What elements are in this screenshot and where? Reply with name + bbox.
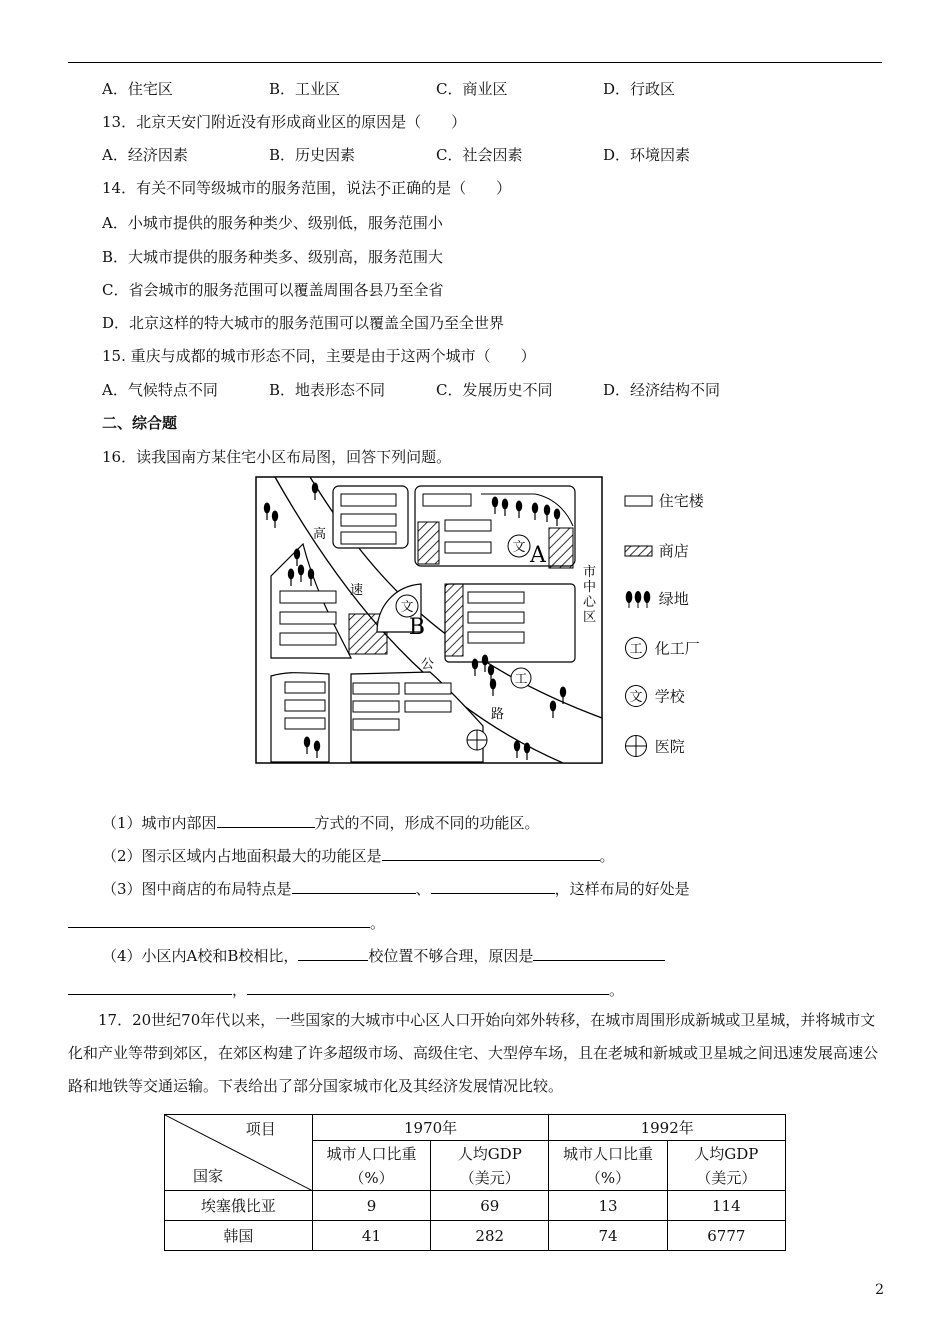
q16-sub1-tail: 方式的不同，形成不同的功能区。 <box>314 814 540 832</box>
value-cell: 6777 <box>667 1221 785 1251</box>
shop <box>549 528 573 568</box>
q16-sub4-end: 。 <box>609 981 625 999</box>
value-cell: 69 <box>431 1191 549 1221</box>
value-cell: 13 <box>549 1191 667 1221</box>
school-a-symbol: 文 <box>512 540 526 555</box>
shop <box>445 584 463 656</box>
factory-symbol: 工 <box>629 642 643 657</box>
residential-icon <box>624 494 654 508</box>
answer-blank[interactable] <box>68 980 232 995</box>
subheader-main: 城市人口比重 <box>326 1144 417 1163</box>
value-cell: 9 <box>312 1191 430 1221</box>
road-label-char: 路 <box>491 707 505 722</box>
road-label-char: 公 <box>421 657 435 672</box>
residential-building <box>353 683 399 694</box>
q14-emphasis: 不 <box>376 179 392 197</box>
school-a-label: A <box>530 543 546 568</box>
q16-sub2-text: （2）图示区域内占地面积最大的功能区是 <box>102 847 382 865</box>
road-label-char: 速 <box>350 583 364 598</box>
value-cell: 114 <box>667 1191 785 1221</box>
q14-option-b: B．大城市提供的服务种类多、级别高，服务范围大 <box>102 248 444 266</box>
legend-factory: 工 化工厂 <box>624 636 700 660</box>
legend-hospital: 医院 <box>624 734 685 758</box>
residential-building <box>405 683 451 694</box>
legend-shop: 商店 <box>624 540 689 561</box>
answer-blank[interactable] <box>68 913 370 928</box>
table-row <box>165 1221 786 1251</box>
legend-residential: 住宅楼 <box>624 490 704 511</box>
residential-layout-map <box>255 476 605 766</box>
q15-option-a: A．气候特点不同 <box>102 381 218 399</box>
legend-school: 文 学校 <box>624 684 685 708</box>
q16-sub3-cont <box>68 912 385 933</box>
school-symbol: 文 <box>629 690 643 705</box>
table-row <box>165 1191 786 1221</box>
answer-blank[interactable] <box>298 946 368 961</box>
subheader-cell <box>431 1141 549 1191</box>
residential-building <box>280 633 336 645</box>
hospital-icon <box>624 734 650 758</box>
q16-sub2-tail: 。 <box>599 847 615 865</box>
value-cell: 282 <box>431 1221 549 1251</box>
residential-building <box>445 520 491 531</box>
urbanization-table <box>164 1114 786 1251</box>
year-header: 1992年 <box>549 1115 786 1141</box>
city-center-char: 中 <box>583 580 597 595</box>
q15-option-c: C．发展历史不同 <box>436 381 553 399</box>
city-center-char: 市 <box>583 565 597 580</box>
q12-option-d: D．行政区 <box>603 80 676 98</box>
answer-blank[interactable] <box>382 846 600 861</box>
subheader-unit: （美元） <box>459 1168 520 1187</box>
q16-sub2 <box>102 845 615 866</box>
corner-bottom-label: 国家 <box>193 1167 224 1185</box>
q13-option-d: D．环境因素 <box>603 146 691 164</box>
residential-building <box>280 591 336 603</box>
subheader-unit: （%） <box>585 1168 631 1187</box>
year-header: 1970年 <box>312 1115 549 1141</box>
residential-building <box>285 718 325 729</box>
greenland-icon <box>624 589 654 609</box>
q13-option-c: C．社会因素 <box>436 146 523 164</box>
country-cell: 埃塞俄比亚 <box>165 1191 313 1221</box>
subheader-cell <box>667 1141 785 1191</box>
residential-building <box>353 701 399 712</box>
q16-sub3-sep: 、 <box>415 880 431 898</box>
q15-option-b: B．地表形态不同 <box>269 381 386 399</box>
residential-building <box>405 701 451 712</box>
q16-sub1-text: （1）城市内部因 <box>102 814 217 832</box>
q16-sub1 <box>102 812 540 833</box>
q15-stem: 15. 重庆与成都的城市形态不同，主要是由于这两个城市（ ） <box>102 347 536 365</box>
q12-option-a: A．住宅区 <box>102 80 173 98</box>
q12-option-b: B．工业区 <box>269 80 341 98</box>
header-rule <box>68 62 882 63</box>
q13-option-a: A．经济因素 <box>102 146 188 164</box>
country-cell: 韩国 <box>165 1221 313 1251</box>
q14-option-a: A．小城市提供的服务种类少、级别低，服务范围小 <box>102 214 443 232</box>
q16-sub3-mid: ，这样布局的好处是 <box>554 880 690 898</box>
shop <box>418 522 439 564</box>
road-label-char: 高 <box>313 527 327 542</box>
q13-option-b: B．历史因素 <box>269 146 356 164</box>
subheader-cell <box>549 1141 667 1191</box>
q16-sub4-sep: ， <box>232 981 248 999</box>
residential-building <box>341 532 396 544</box>
q15-option-d: D．经济结构不同 <box>603 381 721 399</box>
factory-symbol: 工 <box>514 672 528 687</box>
q16-sub4 <box>102 945 665 966</box>
school-b-label: B <box>408 615 426 640</box>
q16-sub4-text: （4）小区内A校和B校相比， <box>102 947 299 965</box>
city-center-char: 心 <box>583 595 597 610</box>
q16-sub3-end: 。 <box>370 914 386 932</box>
page-number: 2 <box>875 1282 884 1298</box>
section-title: 二、综合题 <box>102 414 178 432</box>
residential-building <box>445 542 491 553</box>
answer-blank[interactable] <box>217 813 315 828</box>
subheader-main: 城市人口比重 <box>563 1144 654 1163</box>
q13-stem: 13．北京天安门附近没有形成商业区的原因是（ ） <box>102 113 467 131</box>
subheader-unit: （%） <box>349 1168 394 1187</box>
answer-blank[interactable] <box>247 980 609 995</box>
subheader-unit: （美元） <box>696 1168 757 1187</box>
school-icon <box>624 684 650 708</box>
residential-building <box>341 514 396 526</box>
city-center-char: 区 <box>583 610 597 625</box>
value-cell: 74 <box>549 1221 667 1251</box>
residential-building <box>468 632 524 643</box>
q14-stem-tail: 正确的是（ ） <box>391 179 512 197</box>
subheader-main: 人均GDP <box>457 1144 522 1163</box>
q14-option-d: D．北京这样的特大城市的服务范围可以覆盖全国乃至全世界 <box>102 314 505 332</box>
shop-icon <box>624 544 654 558</box>
value-cell: 41 <box>312 1221 430 1251</box>
q16-stem: 16．读我国南方某住宅小区布局图，回答下列问题。 <box>102 448 452 466</box>
q16-sub3 <box>102 878 690 899</box>
answer-blank[interactable] <box>533 946 665 961</box>
residential-building <box>353 719 399 730</box>
residential-building <box>423 494 471 506</box>
corner-cell <box>165 1115 313 1191</box>
q12-option-c: C．商业区 <box>436 80 508 98</box>
legend-greenland: 绿地 <box>624 588 689 609</box>
answer-blank[interactable] <box>431 879 555 894</box>
residential-building <box>468 612 524 623</box>
residential-building <box>285 700 325 711</box>
corner-top-label: 项目 <box>245 1120 276 1138</box>
factory-icon <box>624 636 650 660</box>
q14-stem <box>102 177 511 198</box>
residential-building <box>280 612 336 624</box>
subheader-main: 人均GDP <box>694 1144 759 1163</box>
q16-sub4-mid: 校位置不够合理，原因是 <box>368 947 534 965</box>
q16-sub3-text: （3）图中商店的布局特点是 <box>102 880 292 898</box>
residential-building <box>285 682 325 693</box>
q17-text: 17．20世纪70年代以来，一些国家的大城市中心区人口开始向郊外转移，在城市周围形成新城或卫星城，并将城市文化和产业等带到郊区，在郊区构建了许多超级市场、高级住宅、大型停车场，且在老城和新城或卫星城之间迅速发展高速公路和地铁等交通运输。下表给出了部分国家城市化及其经济发展情况比较。 <box>68 1011 879 1095</box>
q14-stem-text: 14．有关不同等级城市的服务范围，说法 <box>102 179 377 197</box>
school-b-symbol: 文 <box>400 600 414 615</box>
subheader-cell <box>312 1141 430 1191</box>
q16-sub4-cont <box>68 979 624 1000</box>
residential-building <box>468 592 524 603</box>
q14-option-c: C．省会城市的服务范围可以覆盖周围各县乃至全省 <box>102 281 444 299</box>
answer-blank[interactable] <box>292 879 416 894</box>
residential-building <box>341 494 396 506</box>
